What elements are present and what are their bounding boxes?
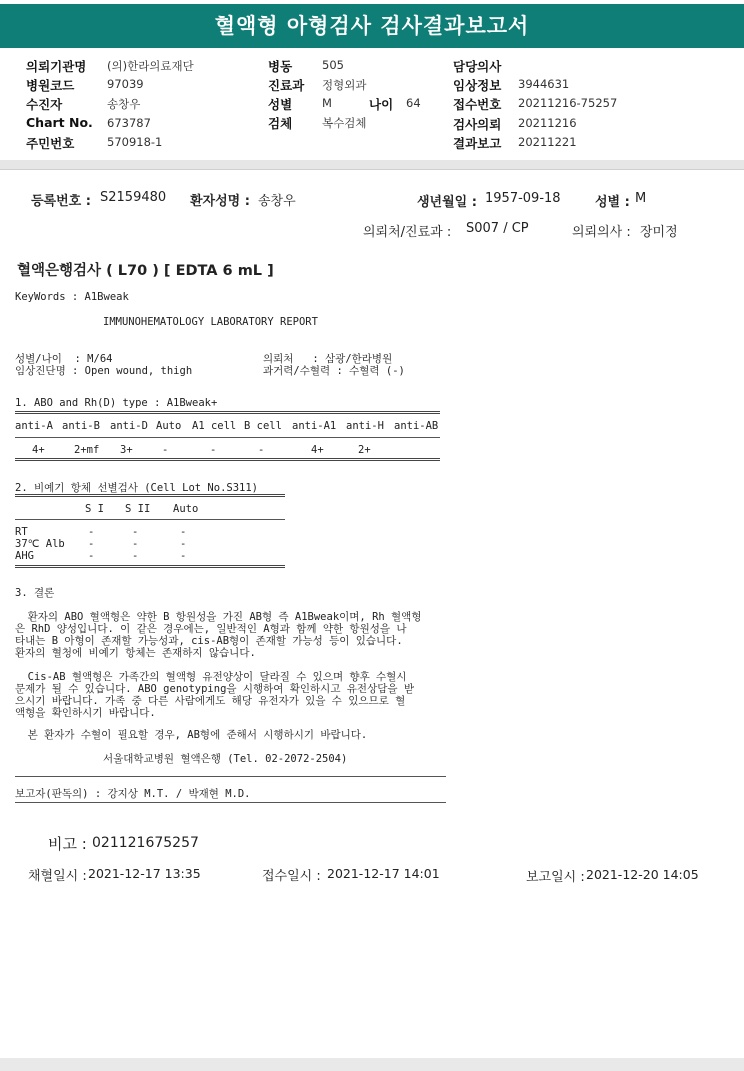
screen-header: S II xyxy=(125,503,151,515)
result-report-label: 결과보고 xyxy=(453,136,502,151)
report-title: 혈액형 아형검사 검사결과보고서 xyxy=(214,14,530,38)
dept-value: S007 / CP xyxy=(466,221,529,236)
rule xyxy=(15,494,285,497)
patient-value: 송창우 xyxy=(107,97,141,111)
rule xyxy=(15,411,440,414)
screen-cell: - xyxy=(180,526,187,538)
history-line: 과거력/수혈력 : 수혈력 (-) xyxy=(263,365,405,377)
section-3-title: 3. 결론 xyxy=(15,587,55,599)
clinical-info-value: 3944631 xyxy=(518,77,570,91)
conclusion-line: 환자의 혈청에 비예기 항체는 존재하지 않습니다. xyxy=(15,647,256,659)
sex-label: 성별 xyxy=(268,97,293,112)
abo-header-anti-h: anti-H xyxy=(346,420,384,432)
chart-no-label: Chart No. xyxy=(26,115,93,130)
screen-row-label: AHG xyxy=(15,550,34,562)
abo-header-anti-b: anti-B xyxy=(62,420,100,432)
screen-cell: - xyxy=(132,538,139,550)
department-value: 정형외과 xyxy=(322,78,367,92)
ward-value: 505 xyxy=(322,58,344,72)
conclusion-line: 은 RhD 양성입니다. 이 같은 경우에는, 일반적인 A형과 함께 약한 항원성을 나 xyxy=(15,623,407,635)
screen-cell: - xyxy=(132,550,139,562)
abo-header-anti-a: anti-A xyxy=(15,420,53,432)
conclusion-line: 액형을 확인하시기 바랍니다. xyxy=(15,707,156,719)
resident-no-value: 570918-1 xyxy=(107,135,163,149)
ward-label: 병동 xyxy=(268,59,293,74)
patient-name-label: 환자성명 : xyxy=(190,194,250,209)
section-divider xyxy=(0,160,744,169)
institution-label: 의뢰기관명 xyxy=(26,59,87,74)
receipt-no-label: 접수번호 xyxy=(453,97,502,112)
conclusion-line: 문제가 될 수 있습니다. ABO genotyping을 시행하여 확인하시고 유전상담을 받 xyxy=(15,683,414,695)
screen-cell: - xyxy=(88,538,95,550)
reg-no-value: S2159480 xyxy=(100,190,167,205)
divider-line xyxy=(0,169,744,170)
lab-contact: 서울대학교병원 혈액은행 (Tel. 02-2072-2504) xyxy=(103,753,348,765)
specimen-value: 복수검체 xyxy=(322,116,367,130)
department-label: 진료과 xyxy=(268,78,305,93)
abo-header-anti-d: anti-D xyxy=(110,420,148,432)
rule xyxy=(15,437,440,438)
conclusion-line: 환자의 ABO 혈액형은 약한 B 항원성을 가진 AB형 즉 A1Bweak이며, Rh 혈액형 xyxy=(15,611,422,623)
rule xyxy=(15,458,440,461)
resident-no-label: 주민번호 xyxy=(26,136,75,151)
receipt-no-value: 20211216-75257 xyxy=(518,96,618,110)
sex-value: M xyxy=(322,96,332,110)
rule xyxy=(15,565,285,568)
abo-header-anti-ab: anti-AB xyxy=(394,420,439,432)
abo-value: 2+mf xyxy=(74,444,100,456)
screen-cell: - xyxy=(180,538,187,550)
chart-no-value: 673787 xyxy=(107,116,151,130)
collect-label: 채혈일시 : xyxy=(28,869,87,884)
sex-age-line: 성별/나이 : M/64 xyxy=(15,353,113,365)
test-request-label: 검사의뢰 xyxy=(453,117,502,132)
abo-value: 4+ xyxy=(311,444,324,456)
screen-cell: - xyxy=(88,550,95,562)
hospital-code-value: 97039 xyxy=(107,77,144,91)
patient-label: 수진자 xyxy=(26,97,63,112)
conclusion-line: 본 환자가 수혈이 필요할 경우, AB형에 준해서 시행하시기 바랍니다. xyxy=(15,729,368,741)
section-2-title: 2. 비예기 항체 선별검사 (Cell Lot No.S311) xyxy=(15,482,259,494)
age-value: 64 xyxy=(406,96,421,110)
diagnosis-line: 임상진단명 : Open wound, thigh xyxy=(15,365,193,377)
receive-value: 2021-12-17 14:01 xyxy=(327,866,440,881)
rule xyxy=(15,776,446,777)
abo-value: - xyxy=(162,444,169,456)
clinical-info-label: 임상정보 xyxy=(453,78,502,93)
section-1-title: 1. ABO and Rh(D) type : A1Bweak+ xyxy=(15,397,218,409)
rule xyxy=(15,802,446,803)
dob-label: 생년월일 : xyxy=(417,195,477,210)
rule xyxy=(15,519,285,520)
conclusion-line: 으시기 바랍니다. 가족 중 다른 사람에게도 해당 유전자가 있을 수 있으므로 혈 xyxy=(15,695,406,707)
doctor-label: 의뢰의사 : xyxy=(572,225,631,240)
abo-value: - xyxy=(258,444,265,456)
abo-value: 2+ xyxy=(358,444,371,456)
abo-header-auto: Auto xyxy=(156,420,182,432)
page-bottom-strip xyxy=(0,1058,744,1071)
receive-label: 접수일시 : xyxy=(262,869,321,884)
screen-cell: - xyxy=(180,550,187,562)
sex-summary-value: M xyxy=(635,191,647,206)
screen-cell: - xyxy=(132,526,139,538)
reporter: 보고자(판독의) : 강지상 M.T. / 박재현 M.D. xyxy=(15,788,251,800)
exam-title: 혈액은행검사 ( L70 ) [ EDTA 6 mL ] xyxy=(17,263,274,279)
note-value: 021121675257 xyxy=(92,835,199,851)
screen-header: S I xyxy=(85,503,104,515)
attending-label: 담당의사 xyxy=(453,59,502,74)
doctor-value: 장미정 xyxy=(640,225,678,240)
report-heading: IMMUNOHEMATOLOGY LABORATORY REPORT xyxy=(103,316,318,328)
keywords: KeyWords : A1Bweak xyxy=(15,291,129,303)
collect-value: 2021-12-17 13:35 xyxy=(88,866,201,881)
specimen-label: 검체 xyxy=(268,116,293,131)
report-date-value: 2021-12-20 14:05 xyxy=(586,867,699,882)
hospital-code-label: 병원코드 xyxy=(26,78,75,93)
reg-no-label: 등록번호 : xyxy=(31,194,91,209)
abo-header-anti-a1: anti-A1 xyxy=(292,420,337,432)
dob-value: 1957-09-18 xyxy=(485,191,561,206)
result-report-value: 20211221 xyxy=(518,135,577,149)
sex-summary-label: 성별 : xyxy=(595,195,630,210)
conclusion-line: Cis-AB 혈액형은 가족간의 혈액형 유전양상이 달라질 수 있으며 향후 수혈시 xyxy=(15,671,407,683)
dept-label: 의뢰처/진료과 : xyxy=(363,225,452,240)
institution-value: (의)한라의료재단 xyxy=(107,59,194,73)
report-date-label: 보고일시 : xyxy=(526,870,585,885)
abo-header-a1-cell: A1 cell xyxy=(192,420,237,432)
abo-value: 4+ xyxy=(32,444,45,456)
age-label: 나이 xyxy=(369,97,394,112)
abo-value: - xyxy=(210,444,217,456)
abo-value: 3+ xyxy=(120,444,133,456)
note-label: 비고 : xyxy=(48,835,87,853)
test-request-value: 20211216 xyxy=(518,116,577,130)
screen-row-label: RT xyxy=(15,526,28,538)
patient-name-value: 송창우 xyxy=(258,194,296,209)
screen-row-label: 37℃ Alb xyxy=(15,538,65,550)
conclusion-line: 타내는 B 아형이 존재할 가능성과, cis-AB형이 존재할 가능성 등이 있습니다. xyxy=(15,635,403,647)
requester-line: 의뢰처 : 삼광/한라병원 xyxy=(263,353,393,365)
screen-header: Auto xyxy=(173,503,199,515)
screen-cell: - xyxy=(88,526,95,538)
abo-header-b-cell: B cell xyxy=(244,420,282,432)
